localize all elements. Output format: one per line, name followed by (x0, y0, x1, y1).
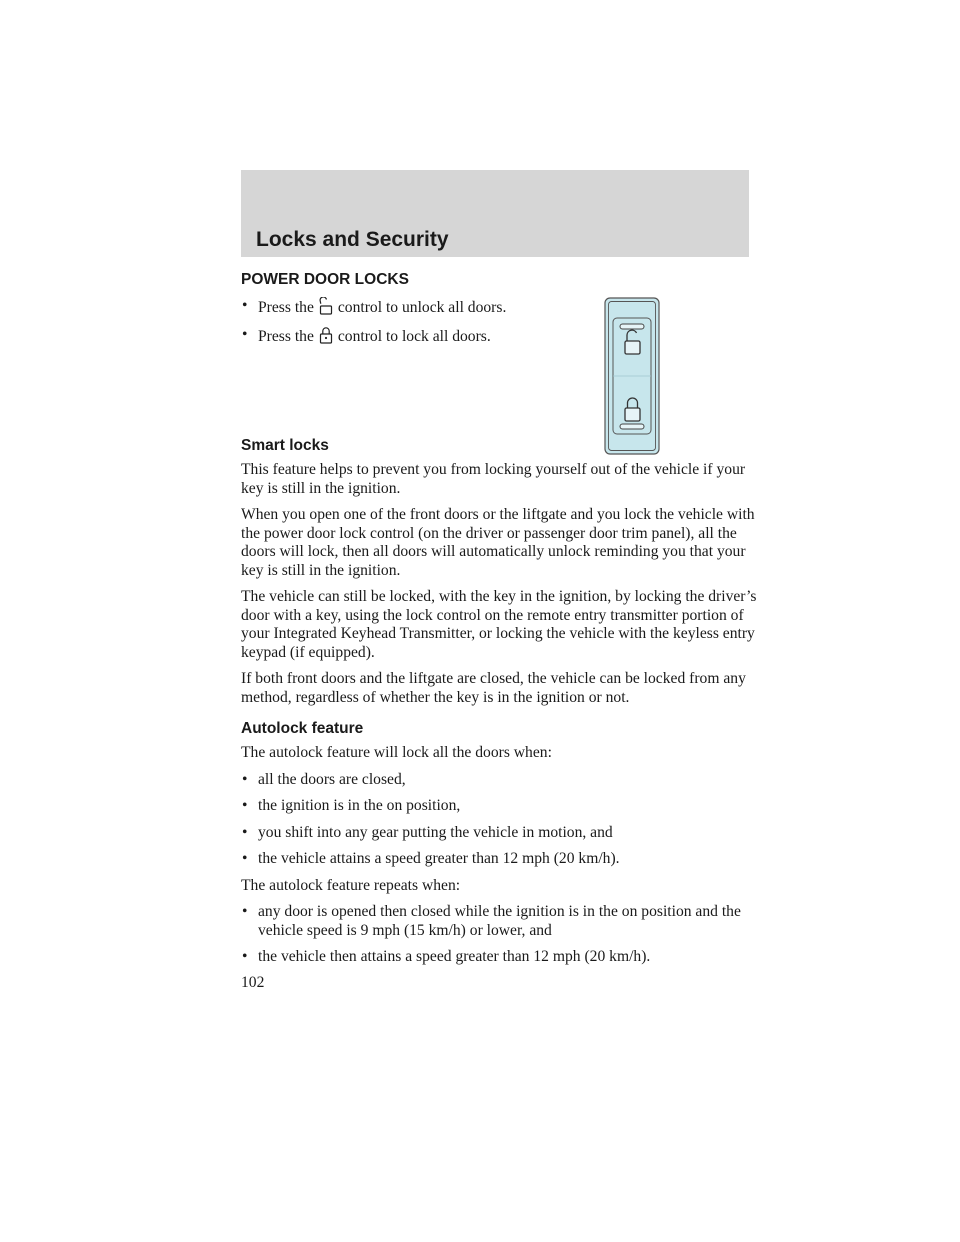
page-number: 102 (241, 974, 265, 991)
list-item: • you shift into any gear putting the vehicle in motion, and (241, 824, 761, 843)
smart-locks-heading: Smart locks (241, 437, 329, 454)
smart-locks-paragraph: The vehicle can still be locked, with the key in the ignition, by locking the driver’s door with a key, using the lock control on the remote entry transmitter portion of your Integrated Keyhead Transmitter, or locking the vehicle with the keyless entry keypad (if equipped). (241, 588, 757, 661)
list-item: • the ignition is in the on position, (241, 797, 761, 816)
item-text: control to lock all doors. (337, 327, 491, 345)
item-text: Press the (258, 299, 314, 316)
item-text: control to unlock all doors. (337, 299, 507, 316)
list-item (241, 326, 511, 347)
autolock-conditions-list (241, 771, 761, 869)
item-text: Press the (258, 327, 314, 345)
smart-locks-paragraph: This feature helps to prevent you from locking yourself out of the vehicle if your key is still in the ignition. (241, 461, 746, 497)
autolock-heading: Autolock feature (241, 720, 364, 737)
autolock-intro: The autolock feature will lock all the doors when: (241, 744, 552, 761)
list-item: • any door is opened then closed while the ignition is in the on position and the vehicle speed is 9 mph (15 km/h) or lower, and (241, 903, 761, 940)
section-header (241, 170, 749, 257)
smart-locks-paragraph: When you open one of the front doors or the liftgate and you lock the vehicle with the power door lock control (on the driver or passenger door trim panel), all the doors will lock, then all doors will automatically unlock reminding you that your key is still in the ignition. (241, 506, 755, 579)
list-item: • all the doors are closed, (241, 771, 761, 790)
lock-icon (316, 326, 336, 344)
power-door-locks-heading: POWER DOOR LOCKS (241, 271, 409, 288)
power-door-locks-list (241, 297, 511, 346)
list-item: • the vehicle then attains a speed greater than 12 mph (20 km/h). (241, 948, 761, 967)
autolock-repeat-intro: The autolock feature repeats when: (241, 876, 461, 894)
section-title: Locks and Security (256, 228, 449, 251)
unlock-icon (316, 297, 336, 315)
list-item: • the vehicle attains a speed greater than 12 mph (20 km/h). (241, 850, 761, 869)
list-item (241, 297, 511, 318)
smart-locks-paragraph: If both front doors and the liftgate are closed, the vehicle can be locked from any method, regardless of whether the key is in the ignition or not. (241, 670, 746, 706)
power-lock-switch-illustration (604, 297, 660, 455)
page-content (241, 264, 761, 975)
autolock-repeat-list (241, 903, 761, 967)
